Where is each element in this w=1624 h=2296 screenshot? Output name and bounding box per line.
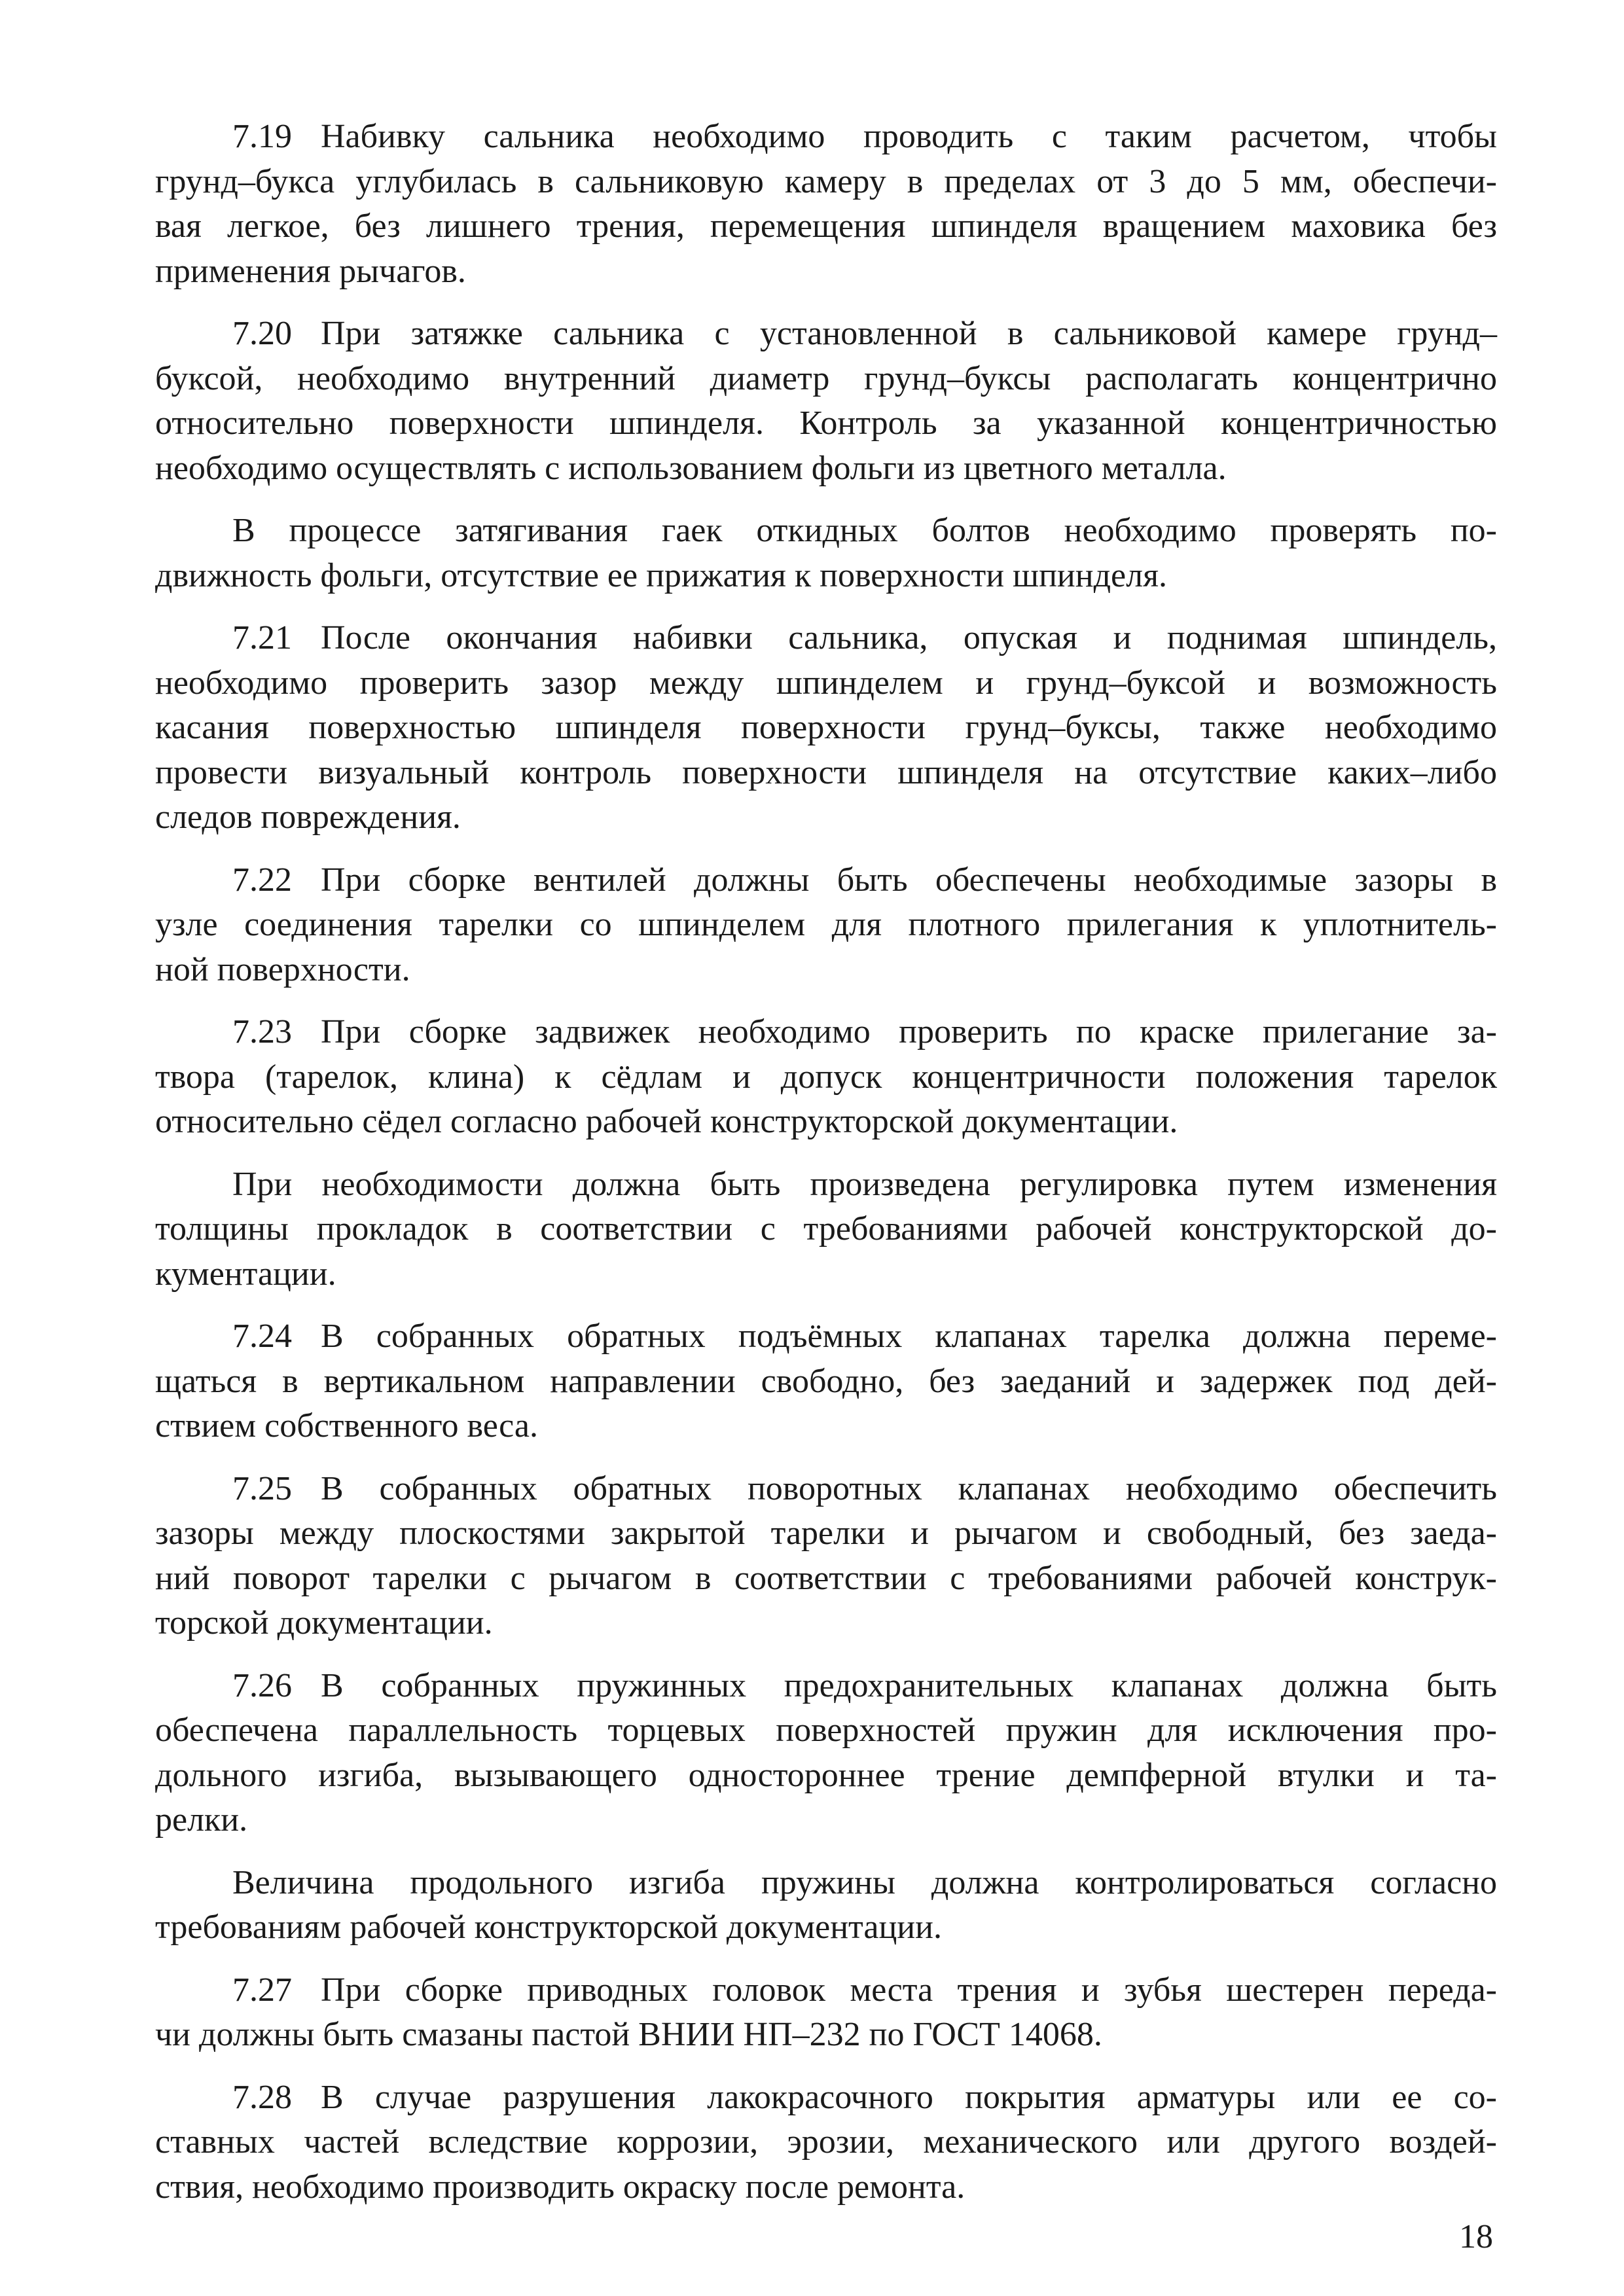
clause-number: 7.20 — [232, 315, 292, 352]
text-line — [155, 1905, 1497, 1950]
clause-paragraph — [155, 1968, 1497, 2058]
text-line — [155, 948, 1497, 993]
text-line — [155, 249, 1497, 295]
text-line — [155, 1861, 1497, 1906]
text-line — [155, 160, 1497, 205]
line-text: относительно сёдел согласно рабочей конструкторской документации. — [155, 1103, 1178, 1140]
text-line — [155, 1664, 1497, 1709]
text-line — [155, 2075, 1497, 2121]
clause-number: 7.28 — [232, 2078, 292, 2116]
text-line — [155, 1100, 1497, 1145]
line-text: зазоры между плоскостями закрытой тарелки и рычагом и свободный, без заеда- — [155, 1515, 1497, 1552]
text-line — [155, 1511, 1497, 1556]
clause-number: 7.23 — [232, 1013, 292, 1050]
line-text: В собранных обратных поворотных клапанах необходимо обеспечить — [321, 1469, 1497, 1507]
clause-number: 7.25 — [232, 1469, 292, 1507]
page-number: 18 — [1459, 2218, 1493, 2255]
line-text: буксой, необходимо внутренний диаметр грунд–буксы располагать концентрично — [155, 359, 1497, 397]
paragraph — [155, 509, 1497, 598]
clause-paragraph — [155, 115, 1497, 294]
clause-paragraph — [155, 1010, 1497, 1145]
clause-paragraph — [155, 1467, 1497, 1646]
clause-number: 7.21 — [232, 619, 292, 656]
line-text: чи должны быть смазаны пастой ВНИИ НП–232 по ГОСТ 14068. — [155, 2016, 1102, 2053]
line-text: твора (тарелок, клина) к сёдлам и допуск концентричности положения тарелок — [155, 1058, 1497, 1096]
line-text: В процессе затягивания гаек откидных болтов необходимо проверять по- — [232, 512, 1497, 549]
text-line — [155, 1556, 1497, 1602]
line-text: Набивку сальника необходимо проводить с таким расчетом, чтобы — [321, 118, 1497, 155]
paragraph — [155, 1162, 1497, 1297]
text-line — [155, 661, 1497, 706]
text-line — [155, 1359, 1497, 1405]
text-line — [155, 1753, 1497, 1799]
clause-number: 7.24 — [232, 1318, 292, 1355]
line-text: щаться в вертикальном направлении свободно, без заеданий и задержек под дей- — [155, 1362, 1497, 1400]
line-text: кументации. — [155, 1255, 336, 1293]
line-text: применения рычагов. — [155, 252, 466, 290]
line-text: вая легкое, без лишнего трения, перемещения шпинделя вращением маховика без — [155, 207, 1497, 245]
text-line — [155, 1010, 1497, 1055]
line-text: необходимо проверить зазор между шпинделем и грунд–буксой и возможность — [155, 664, 1497, 702]
document-body — [155, 115, 1497, 2227]
line-text: ной поверхности. — [155, 950, 410, 988]
text-line — [155, 1968, 1497, 2013]
clause-paragraph — [155, 2075, 1497, 2210]
line-text: Величина продольного изгиба пружины должна контролироваться согласно — [232, 1863, 1497, 1901]
line-text: ний поворот тарелки с рычагом в соответствии с требованиями рабочей конструк- — [155, 1559, 1497, 1597]
text-line — [155, 1601, 1497, 1646]
clause-paragraph — [155, 858, 1497, 993]
text-line — [155, 751, 1497, 796]
text-line — [155, 554, 1497, 599]
text-line — [155, 2165, 1497, 2210]
line-text: следов повреждения. — [155, 798, 461, 836]
text-line — [155, 903, 1497, 948]
text-line — [155, 204, 1497, 249]
line-text: В собранных обратных подъёмных клапанах тарелка должна переме- — [321, 1318, 1497, 1355]
line-text: При необходимости должна быть произведена регулировка путем изменения — [232, 1165, 1497, 1203]
clause-number: 7.27 — [232, 1971, 292, 2009]
text-line — [155, 858, 1497, 903]
line-text: При сборке вентилей должны быть обеспечены необходимые зазоры в — [321, 861, 1497, 899]
line-text: обеспечена параллельность торцевых поверхностей пружин для исключения про- — [155, 1712, 1497, 1749]
text-line — [155, 706, 1497, 751]
text-line — [155, 795, 1497, 840]
clause-number: 7.19 — [232, 118, 292, 155]
text-line — [155, 312, 1497, 357]
line-text: При затяжке сальника с установленной в сальниковой камере грунд– — [321, 315, 1497, 352]
line-text: относительно поверхности шпинделя. Контроль за указанной концентричностью — [155, 404, 1497, 442]
text-line — [155, 2120, 1497, 2165]
line-text: В случае разрушения лакокрасочного покрытия арматуры или ее со- — [321, 2078, 1497, 2116]
line-text: провести визуальный контроль поверхности шпинделя на отсутствие каких–либо — [155, 753, 1497, 791]
text-line — [155, 509, 1497, 554]
line-text: релки. — [155, 1801, 248, 1839]
line-text: требованиям рабочей конструкторской документации. — [155, 1909, 942, 1946]
line-text: касания поверхностью шпинделя поверхности грунд–буксы, также необходимо — [155, 709, 1497, 746]
text-line — [155, 1055, 1497, 1100]
clause-number: 7.22 — [232, 861, 292, 899]
text-line — [155, 1708, 1497, 1753]
line-text: необходимо осуществлять с использованием фольги из цветного металла. — [155, 449, 1227, 487]
clause-paragraph — [155, 312, 1497, 491]
line-text: При сборке задвижек необходимо проверить по краске прилегание за- — [321, 1013, 1497, 1050]
text-line — [155, 1404, 1497, 1449]
line-text: ствия, необходимо производить окраску после ремонта. — [155, 2168, 965, 2206]
text-line — [155, 1207, 1497, 1252]
text-line — [155, 1798, 1497, 1843]
line-text: ставных частей вследствие коррозии, эрозии, механического или другого воздей- — [155, 2123, 1497, 2161]
line-text: ствием собственного веса. — [155, 1407, 538, 1444]
line-text: В собранных пружинных предохранительных клапанах должна быть — [321, 1666, 1497, 1704]
text-line — [155, 1162, 1497, 1208]
line-text: грунд–букса углубилась в сальниковую камеру в пределах от 3 до 5 мм, обеспечи- — [155, 162, 1497, 200]
text-line — [155, 2013, 1497, 2058]
paragraph — [155, 1861, 1497, 1950]
text-line — [155, 1314, 1497, 1359]
text-line — [155, 1252, 1497, 1297]
text-line — [155, 401, 1497, 446]
line-text: торской документации. — [155, 1604, 493, 1641]
line-text: узле соединения тарелки со шпинделем для плотного прилегания к уплотнитель- — [155, 906, 1497, 943]
clause-paragraph — [155, 1664, 1497, 1843]
line-text: При сборке приводных головок места трения и зубья шестерен переда- — [321, 1971, 1497, 2009]
clause-paragraph — [155, 616, 1497, 840]
line-text: дольного изгиба, вызывающего одностороннее трение демпферной втулки и та- — [155, 1756, 1497, 1794]
clause-number: 7.26 — [232, 1666, 292, 1704]
text-line — [155, 446, 1497, 492]
line-text: движность фольги, отсутствие ее прижатия к поверхности шпинделя. — [155, 556, 1167, 594]
text-line — [155, 357, 1497, 402]
text-line — [155, 1467, 1497, 1512]
line-text: После окончания набивки сальника, опуская и поднимая шпиндель, — [321, 619, 1497, 656]
text-line — [155, 616, 1497, 661]
clause-paragraph — [155, 1314, 1497, 1449]
text-line — [155, 115, 1497, 160]
line-text: толщины прокладок в соответствии с требованиями рабочей конструкторской до- — [155, 1210, 1497, 1247]
